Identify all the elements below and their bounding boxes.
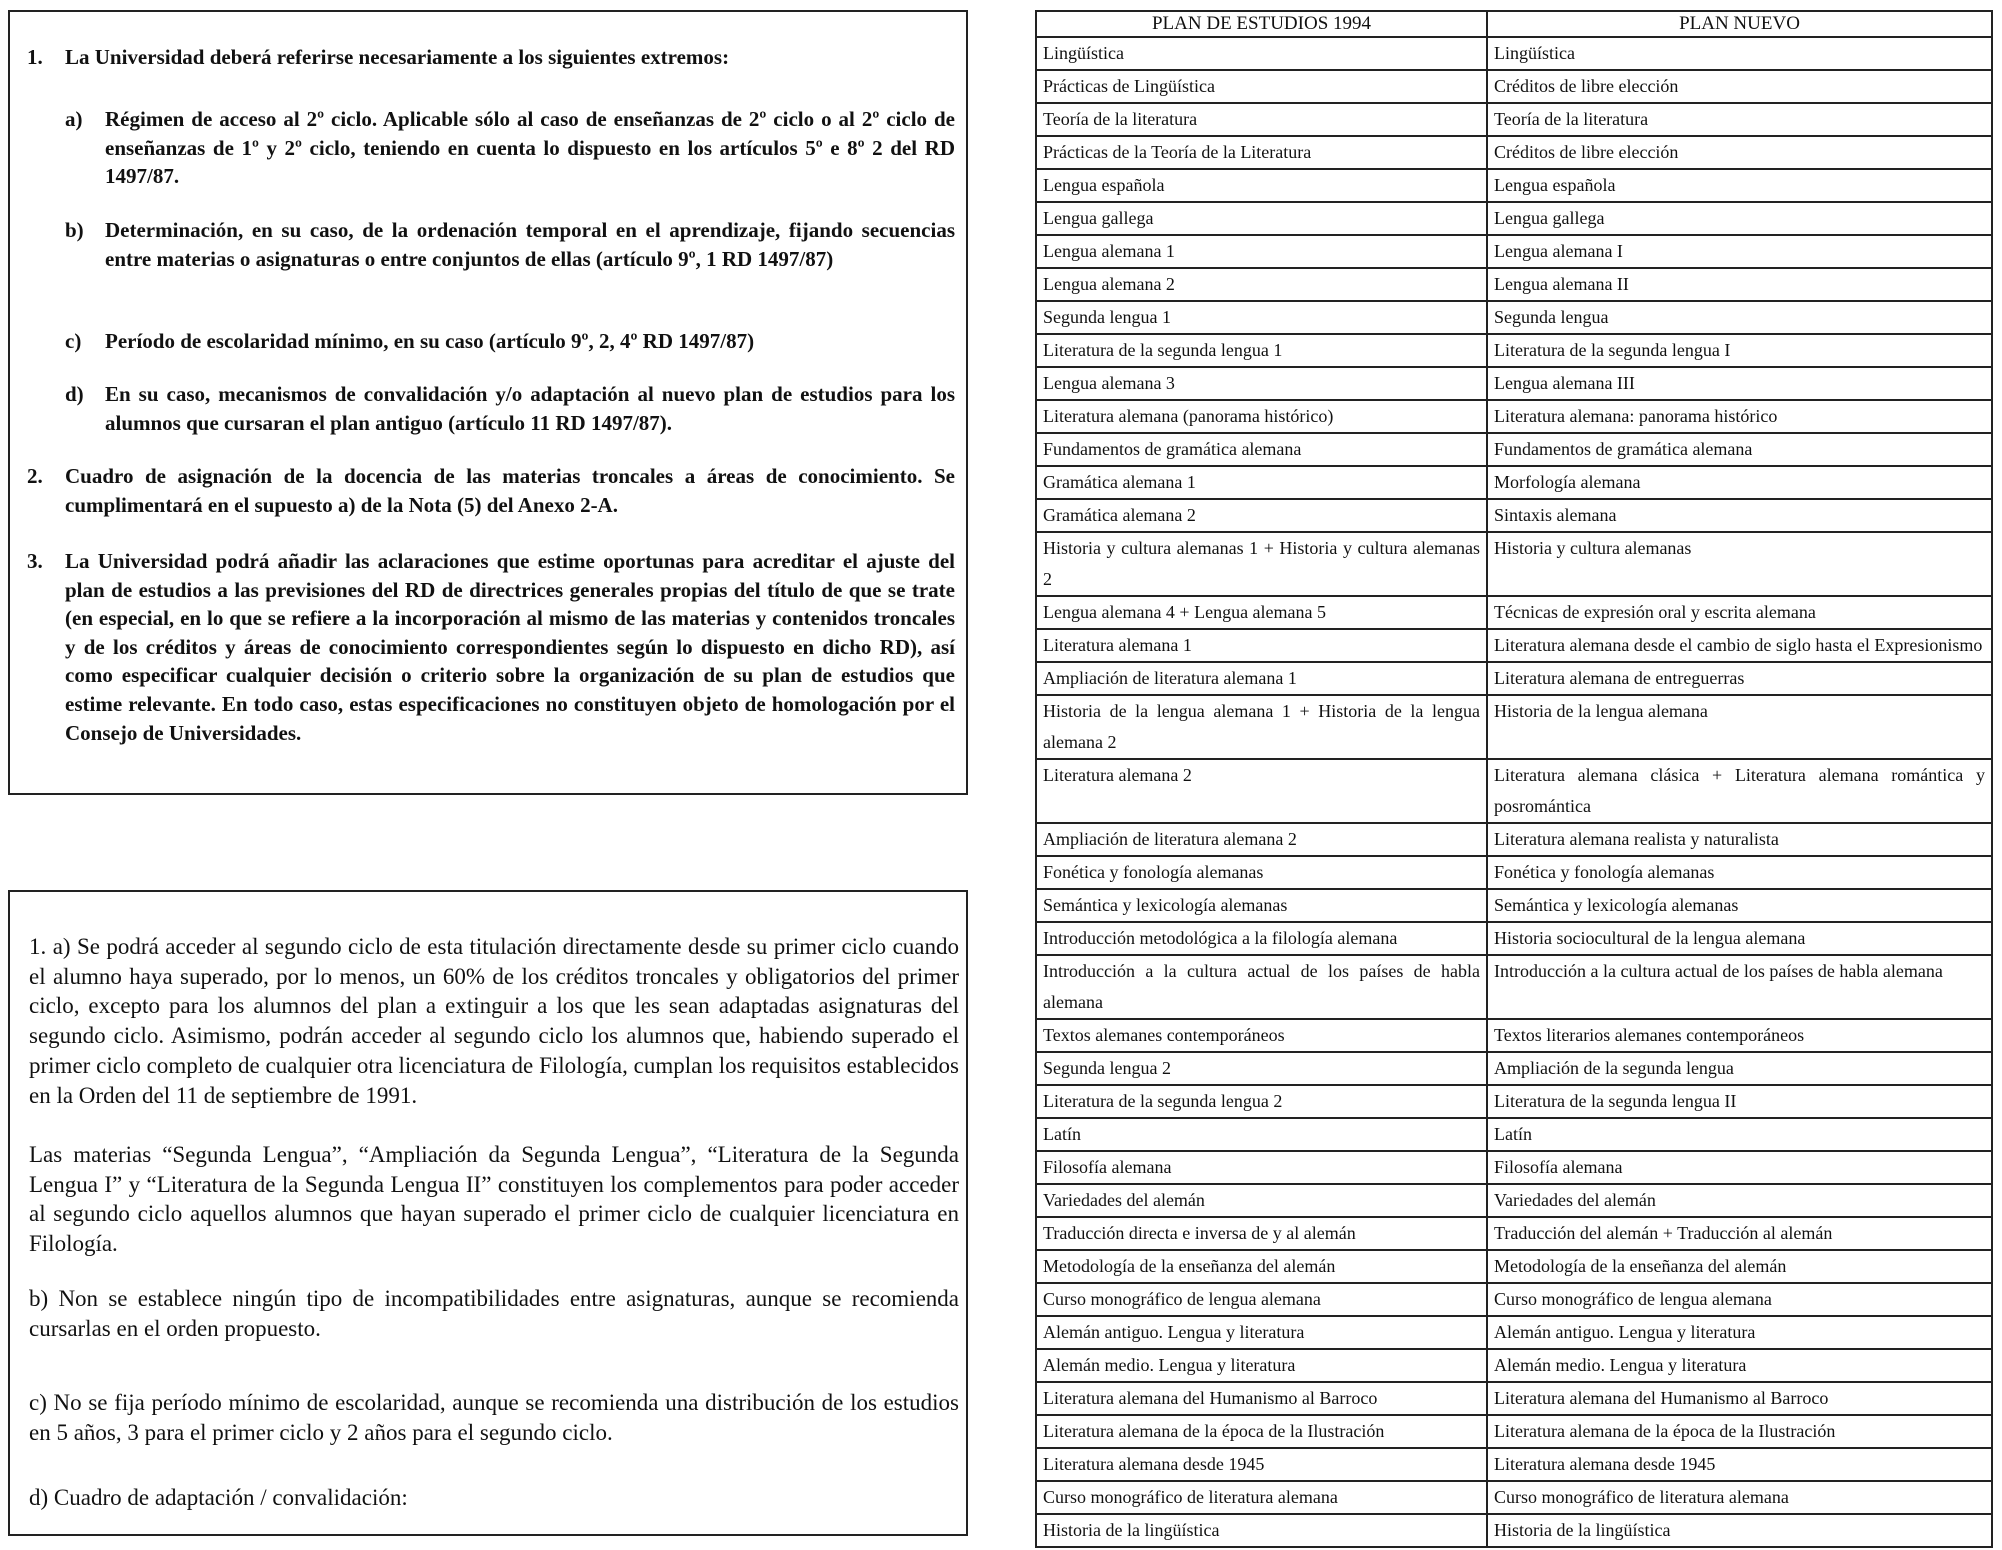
adaptation-table <box>1035 10 1993 1548</box>
table-row <box>1036 1481 1992 1514</box>
new-plan-cell: Lengua gallega <box>1487 202 1992 235</box>
new-plan-cell: Literatura alemana desde el cambio de siglo hasta el Expresionismo <box>1487 629 1992 662</box>
new-plan-cell: Historia y cultura alemanas <box>1487 532 1992 596</box>
table-row <box>1036 1514 1992 1547</box>
table-row <box>1036 499 1992 532</box>
new-plan-cell: Teoría de la literatura <box>1487 103 1992 136</box>
table-row <box>1036 1316 1992 1349</box>
old-plan-cell: Traducción directa e inversa de y al alemán <box>1036 1217 1487 1250</box>
old-plan-cell: Fundamentos de gramática alemana <box>1036 433 1487 466</box>
old-plan-cell: Segunda lengua 2 <box>1036 1052 1487 1085</box>
column-header-new-plan: PLAN NUEVO <box>1487 11 1992 37</box>
table-row <box>1036 367 1992 400</box>
sub-text: Período de escolaridad mínimo, en su caso (artículo 9º, 2, 4º RD 1497/87) <box>105 329 755 353</box>
note-number: 2. <box>27 464 43 488</box>
new-plan-cell: Fonética y fonología alemanas <box>1487 856 1992 889</box>
old-plan-cell: Ampliación de literatura alemana 2 <box>1036 823 1487 856</box>
sub-text: Régimen de acceso al 2º ciclo. Aplicable sólo al caso de enseñanzas de 2º ciclo o al 2º ciclo de enseñanzas de 1º y 2º ciclo, teniendo en cuenta lo dispuesto en los artículos 5º e 8º 2 del RD 1497/87. <box>105 107 955 189</box>
old-plan-cell: Prácticas de Lingüística <box>1036 70 1487 103</box>
new-plan-cell: Literatura alemana realista y naturalista <box>1487 823 1992 856</box>
old-plan-cell: Historia de la lengua alemana 1 + Historia de la lengua alemana 2 <box>1036 695 1487 759</box>
note-number: 3. <box>27 549 43 573</box>
new-plan-cell: Morfología alemana <box>1487 466 1992 499</box>
old-plan-cell: Lengua española <box>1036 169 1487 202</box>
new-plan-cell: Historia sociocultural de la lengua alemana <box>1487 922 1992 955</box>
old-plan-cell: Curso monográfico de literatura alemana <box>1036 1481 1487 1514</box>
table-row <box>1036 889 1992 922</box>
new-plan-cell: Créditos de libre elección <box>1487 70 1992 103</box>
table-row <box>1036 955 1992 1019</box>
new-plan-cell: Literatura alemana: panorama histórico <box>1487 400 1992 433</box>
old-plan-cell: Curso monográfico de lengua alemana <box>1036 1283 1487 1316</box>
note-sub-c <box>65 327 955 356</box>
new-plan-cell: Lengua alemana III <box>1487 367 1992 400</box>
new-plan-cell: Lingüística <box>1487 37 1992 70</box>
table-row <box>1036 695 1992 759</box>
new-plan-cell: Literatura alemana de la época de la Ilustración <box>1487 1415 1992 1448</box>
old-plan-cell: Semántica y lexicología alemanas <box>1036 889 1487 922</box>
table-row <box>1036 433 1992 466</box>
old-plan-cell: Variedades del alemán <box>1036 1184 1487 1217</box>
old-plan-cell: Ampliación de literatura alemana 1 <box>1036 662 1487 695</box>
old-plan-cell: Lingüística <box>1036 37 1487 70</box>
old-plan-cell: Latín <box>1036 1118 1487 1151</box>
old-plan-cell: Literatura alemana desde 1945 <box>1036 1448 1487 1481</box>
new-plan-cell: Fundamentos de gramática alemana <box>1487 433 1992 466</box>
answers-box <box>8 890 968 1536</box>
table-row <box>1036 235 1992 268</box>
sub-text: En su caso, mecanismos de convalidación y/o adaptación al nuevo plan de estudios para los alumnos que cursaran el plan antiguo (artículo 11 RD 1497/87). <box>105 382 955 435</box>
note-text: La Universidad deberá referirse necesariamente a los siguientes extremos: <box>65 45 730 69</box>
instructions-box <box>8 10 968 795</box>
answer-c-paragraph: c) No se fija período mínimo de escolaridad, aunque se recomienda una distribución de los estudios en 5 años, 3 para el primer ciclo y 2 años para el segundo ciclo. <box>29 1390 959 1445</box>
table-row <box>1036 856 1992 889</box>
answer-a-paragraph-1: 1. a) Se podrá acceder al segundo ciclo de esta titulación directamente desde su primer ciclo cuando el alumno haya superado, por lo menos, un 60% de los créditos troncales y obligatorios del primer ciclo, excepto para los alumnos del plan a extinguir a los que les sean adaptadas asignaturas del segundo ciclo. Asimismo, podrán acceder al segundo ciclo los alumnos que, habiendo superado el primer ciclo completo de cualquier otra licenciatura de Filología, cumplan los requisitos establecidos en la Orden del 11 de septiembre de 1991. <box>29 934 959 1108</box>
new-plan-cell: Literatura alemana del Humanismo al Barroco <box>1487 1382 1992 1415</box>
table-row <box>1036 532 1992 596</box>
new-plan-cell: Lengua alemana I <box>1487 235 1992 268</box>
old-plan-cell: Lengua alemana 4 + Lengua alemana 5 <box>1036 596 1487 629</box>
table-row <box>1036 823 1992 856</box>
table-row <box>1036 1283 1992 1316</box>
old-plan-cell: Literatura alemana del Humanismo al Barroco <box>1036 1382 1487 1415</box>
sub-letter: c) <box>65 329 82 353</box>
new-plan-cell: Variedades del alemán <box>1487 1184 1992 1217</box>
table-row <box>1036 37 1992 70</box>
table-row <box>1036 1349 1992 1382</box>
table-row <box>1036 1052 1992 1085</box>
old-plan-cell: Alemán antiguo. Lengua y literatura <box>1036 1316 1487 1349</box>
old-plan-cell: Introducción metodológica a la filología alemana <box>1036 922 1487 955</box>
old-plan-cell: Metodología de la enseñanza del alemán <box>1036 1250 1487 1283</box>
new-plan-cell: Literatura alemana de entreguerras <box>1487 662 1992 695</box>
new-plan-cell: Textos literarios alemanes contemporáneos <box>1487 1019 1992 1052</box>
table-row <box>1036 1118 1992 1151</box>
table-row <box>1036 1382 1992 1415</box>
new-plan-cell: Lengua alemana II <box>1487 268 1992 301</box>
sub-letter: a) <box>65 107 83 131</box>
table-row <box>1036 1448 1992 1481</box>
old-plan-cell: Lengua alemana 1 <box>1036 235 1487 268</box>
table-row <box>1036 1415 1992 1448</box>
new-plan-cell: Semántica y lexicología alemanas <box>1487 889 1992 922</box>
old-plan-cell: Lengua gallega <box>1036 202 1487 235</box>
new-plan-cell: Sintaxis alemana <box>1487 499 1992 532</box>
new-plan-cell: Historia de la lingüística <box>1487 1514 1992 1547</box>
table-row <box>1036 629 1992 662</box>
table-row <box>1036 70 1992 103</box>
old-plan-cell: Prácticas de la Teoría de la Literatura <box>1036 136 1487 169</box>
old-plan-cell: Textos alemanes contemporáneos <box>1036 1019 1487 1052</box>
note-item-3 <box>27 547 955 747</box>
new-plan-cell: Literatura alemana clásica + Literatura alemana romántica y posromántica <box>1487 759 1992 823</box>
note-item-2 <box>27 462 955 519</box>
table-row <box>1036 1217 1992 1250</box>
old-plan-cell: Literatura de la segunda lengua 2 <box>1036 1085 1487 1118</box>
table-row <box>1036 1184 1992 1217</box>
new-plan-cell: Ampliación de la segunda lengua <box>1487 1052 1992 1085</box>
sub-letter: b) <box>65 218 84 242</box>
table-row <box>1036 1085 1992 1118</box>
new-plan-cell: Créditos de libre elección <box>1487 136 1992 169</box>
column-header-old-plan: PLAN DE ESTUDIOS 1994 <box>1036 11 1487 37</box>
old-plan-cell: Lengua alemana 2 <box>1036 268 1487 301</box>
answer-a-paragraph-2: Las materias “Segunda Lengua”, “Ampliación da Segunda Lengua”, “Literatura de la Segunda Lengua I” y “Literatura de la Segunda Lengua II” constituyen los complementos para poder acceder al segundo ciclo aquellos alumnos que hayan superado el primer ciclo de cualquier licenciatura en Filología. <box>29 1142 959 1257</box>
table-row <box>1036 662 1992 695</box>
new-plan-cell: Lengua española <box>1487 169 1992 202</box>
new-plan-cell: Curso monográfico de literatura alemana <box>1487 1481 1992 1514</box>
note-item-1 <box>27 43 955 72</box>
table-row <box>1036 268 1992 301</box>
table-row <box>1036 202 1992 235</box>
answer-d-paragraph: d) Cuadro de adaptación / convalidación: <box>29 1485 408 1510</box>
old-plan-cell: Gramática alemana 2 <box>1036 499 1487 532</box>
old-plan-cell: Literatura alemana 1 <box>1036 629 1487 662</box>
old-plan-cell: Filosofía alemana <box>1036 1151 1487 1184</box>
old-plan-cell: Teoría de la literatura <box>1036 103 1487 136</box>
table-row <box>1036 1250 1992 1283</box>
new-plan-cell: Filosofía alemana <box>1487 1151 1992 1184</box>
old-plan-cell: Fonética y fonología alemanas <box>1036 856 1487 889</box>
new-plan-cell: Técnicas de expresión oral y escrita alemana <box>1487 596 1992 629</box>
sub-text: Determinación, en su caso, de la ordenación temporal en el aprendizaje, fijando secuencias entre materias o asignaturas o entre conjuntos de ellas (artículo 9º, 1 RD 1497/87) <box>105 218 955 271</box>
new-plan-cell: Alemán medio. Lengua y literatura <box>1487 1349 1992 1382</box>
old-plan-cell: Literatura alemana (panorama histórico) <box>1036 400 1487 433</box>
table-row <box>1036 103 1992 136</box>
table-row <box>1036 400 1992 433</box>
old-plan-cell: Lengua alemana 3 <box>1036 367 1487 400</box>
table-row <box>1036 596 1992 629</box>
old-plan-cell: Historia de la lingüística <box>1036 1514 1487 1547</box>
new-plan-cell: Curso monográfico de lengua alemana <box>1487 1283 1992 1316</box>
old-plan-cell: Segunda lengua 1 <box>1036 301 1487 334</box>
old-plan-cell: Literatura de la segunda lengua 1 <box>1036 334 1487 367</box>
new-plan-cell: Metodología de la enseñanza del alemán <box>1487 1250 1992 1283</box>
new-plan-cell: Literatura de la segunda lengua II <box>1487 1085 1992 1118</box>
old-plan-cell: Introducción a la cultura actual de los países de habla alemana <box>1036 955 1487 1019</box>
table-header-row <box>1036 11 1992 37</box>
old-plan-cell: Literatura alemana 2 <box>1036 759 1487 823</box>
new-plan-cell: Traducción del alemán + Traducción al alemán <box>1487 1217 1992 1250</box>
sub-letter: d) <box>65 382 84 406</box>
table-row <box>1036 759 1992 823</box>
new-plan-cell: Introducción a la cultura actual de los países de habla alemana <box>1487 955 1992 1019</box>
old-plan-cell: Literatura alemana de la época de la Ilustración <box>1036 1415 1487 1448</box>
table-row <box>1036 136 1992 169</box>
note-sub-d <box>65 380 955 437</box>
note-sub-a <box>65 105 955 191</box>
new-plan-cell: Literatura alemana desde 1945 <box>1487 1448 1992 1481</box>
old-plan-cell: Alemán medio. Lengua y literatura <box>1036 1349 1487 1382</box>
new-plan-cell: Literatura de la segunda lengua I <box>1487 334 1992 367</box>
old-plan-cell: Historia y cultura alemanas 1 + Historia y cultura alemanas 2 <box>1036 532 1487 596</box>
note-number: 1. <box>27 45 43 69</box>
note-sub-b <box>65 216 955 273</box>
old-plan-cell: Gramática alemana 1 <box>1036 466 1487 499</box>
note-text: La Universidad podrá añadir las aclaraciones que estime oportunas para acreditar el ajuste del plan de estudios a las previsiones del RD de directrices generales propias del título de que se trate (en especial, en lo que se refiere a la incorporación al mismo de las materias y contenidos troncales y de los créditos y áreas de conocimiento correspondientes según lo dispuesto en dicho RD), así como especificar cualquier decisión o criterio sobre la organización de su plan de estudios que estime relevante. En todo caso, estas especificaciones no constituyen objeto de homologación por el Consejo de Universidades. <box>65 549 955 745</box>
note-text: Cuadro de asignación de la docencia de las materias troncales a áreas de conocimiento. Se cumplimentará en el supuesto a) de la Nota (5) del Anexo 2-A. <box>65 464 955 517</box>
table-row <box>1036 169 1992 202</box>
table-row <box>1036 301 1992 334</box>
new-plan-cell: Latín <box>1487 1118 1992 1151</box>
table-row <box>1036 1151 1992 1184</box>
answer-b-paragraph: b) Non se establece ningún tipo de incompatibilidades entre asignaturas, aunque se recomienda cursarlas en el orden propuesto. <box>29 1286 959 1341</box>
table-row <box>1036 1019 1992 1052</box>
table-row <box>1036 922 1992 955</box>
new-plan-cell: Segunda lengua <box>1487 301 1992 334</box>
new-plan-cell: Historia de la lengua alemana <box>1487 695 1992 759</box>
new-plan-cell: Alemán antiguo. Lengua y literatura <box>1487 1316 1992 1349</box>
table-row <box>1036 466 1992 499</box>
table-row <box>1036 334 1992 367</box>
table-body <box>1036 37 1992 1547</box>
